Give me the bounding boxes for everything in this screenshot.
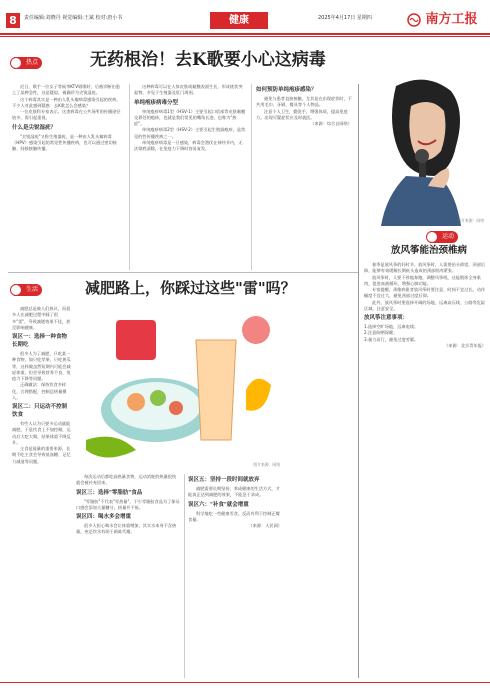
page-header: [0, 0, 490, 37]
photo-credit: 图片来源：网络: [457, 217, 484, 223]
hotspot-badge: 热点: [14, 57, 42, 69]
paragraph: 避免与患者直接接触，尤其是在出现症状时，不共用毛巾、牙刷、餐具等个人物品。: [256, 96, 352, 108]
column-divider: [184, 474, 185, 678]
section-divider: [8, 272, 358, 273]
article2-photo: [76, 300, 282, 470]
footer-rule: [0, 682, 490, 683]
circle-dot-icon: [426, 231, 438, 243]
tip-item: 1.选择空旷场地，远离电线；: [364, 324, 419, 329]
paragraph: 科学地吃一些健康零食，反而有利于控制正餐食量。: [188, 510, 280, 522]
paragraph: 这个病毒其实是一种由人乳头瘤病毒感染引起的疾病，不少人对此感到疑惑：去K歌怎么会感染？: [12, 96, 121, 108]
page-number: 8: [6, 13, 20, 28]
byline: （来源：北京青年报）: [444, 342, 486, 348]
subheading: 误区六："补食"就会增重: [188, 501, 249, 508]
paragraph: 正确做法：保持饮食多样化，合理搭配，控制总热量摄入。: [12, 382, 67, 400]
subheading: 误区一：选择一种食物长期吃: [12, 334, 68, 348]
subheading: 放风筝注意事项：: [364, 315, 409, 321]
column-divider: [358, 84, 359, 678]
paragraph: 有些人认为只要多运动就能减肥，于是饮食上不加控制，运动后大吃大喝，结果体重不降反升。: [12, 421, 71, 445]
paragraph: 此外，放风筝时要选择开阔的场地，远离高压线、公路等危险区域，注意安全。: [364, 299, 486, 311]
column-divider: [129, 84, 130, 270]
article1-column-1: [12, 84, 124, 270]
newspaper-logo: [407, 8, 487, 32]
staff-info: 责任编辑:刘晓丹 视觉编辑:王斌 校对:唐小书: [24, 15, 123, 21]
life-badge: 生活: [14, 284, 42, 296]
subheading: 误区三：选择"零脂肪"食品: [76, 489, 143, 496]
paragraph: 每次运动后都吃高热量食物，运动消耗的热量很快就会被补充回来。: [76, 474, 177, 486]
column-divider: [251, 84, 252, 270]
paragraph: 放风筝时，人要不停地奔跑，调整风筝线，这能锻炼全身肌肉，促进血液循环，增强心肺功能。: [364, 274, 481, 286]
article2-title: 减肥路上，你踩过这些"雷"吗？: [85, 279, 296, 297]
article2-column-3: [188, 474, 282, 678]
article1-photo: [356, 76, 486, 226]
subheading: 误区五：坚持一段时间就放弃: [188, 477, 260, 483]
article2-column-1: [12, 306, 72, 678]
tip-item: 3.量力而行，避免过度劳累。: [364, 336, 419, 342]
sport-badge: 运动: [430, 231, 458, 243]
article1-column-3: [256, 84, 352, 270]
paragraph: "尖锐湿疣"又称生殖器疣，是一种由人乳头瘤病毒（HPV）感染引起的常见性传播疾病，也可以通过密切接触、间接接触传播。: [12, 133, 117, 151]
article1-title: 无药根治！去K歌要小心这病毒: [90, 50, 326, 70]
photo-credit: 图片来源：网络: [253, 461, 280, 467]
paragraph: 减肥需要长期坚持，养成健康的生活方式，才能真正达到减肥的效果，不能急于求成。: [188, 486, 280, 498]
byline: （来源：人民网）: [248, 523, 282, 528]
subheading: 误区四：喝水多会增重: [76, 514, 132, 520]
paragraph: 单纯疱疹病毒1型（HSV-1）主要引起口唇部等皮肤黏膜交界处的疱疹，也就是我们常见的嘴角长泡、也称为"热症"。: [134, 108, 246, 126]
woman-singing-illustration: [356, 76, 486, 226]
paragraph: "零脂肪"不代表"零热量"，不少零脂肪食品为了保证口感会添加大量糖分，热量并不低。: [76, 498, 180, 510]
paragraph: 春季是放风筝的好时节。放风筝时，人需要抬头仰望，颈部后仰，能够有效缓解长期低头造成的颈部肌肉紧张。: [364, 262, 486, 274]
header-rule: [0, 33, 490, 35]
subheading: 误区二：只运动不控制饮食: [12, 404, 68, 418]
article3-body: [364, 262, 486, 678]
circle-dot-icon: [10, 284, 22, 296]
paragraph: 很多人担心喝水会让体重增加，其实水本身不含热量，充足饮水有助于新陈代谢。: [76, 523, 177, 535]
paragraph: 很多人为了减肥，只吃某一种食物，如只吃苹果、只吃黄瓜等，这样做虽然短期内可能会减轻体重，但会导致营养不良、免疫力下降等问题。: [12, 351, 71, 381]
paragraph: 注意个人卫生，勤洗手，增强体质，提高免疫力。出现可疑症状应及时就医。: [256, 108, 348, 120]
paragraph: 近日，歌手一位女子等候李KTV唱歌时，后被诊断出患上了某种急性，这是疑似，被确诊为尖锐湿疣。: [12, 84, 120, 96]
paragraph: 专家提醒，颈椎病患者放风筝时要注意，时间不宜过长，动作幅度不宜过大，避免颈部过度后仰。: [364, 287, 486, 299]
paragraph: 这种病毒可以在人体皮肤或黏膜表面生长，形成疣状突起物，多见于生殖器及肛门周围。: [134, 84, 243, 96]
subheading: 单纯疱疹病毒分型: [134, 99, 179, 106]
diet-food-illustration: [76, 300, 282, 470]
paragraph: 一位皮肤科专家表示，这类病毒在公共场所的传播途径较多，需引起重视。: [12, 109, 121, 121]
issue-date: 2025年4月17日 星期四: [318, 15, 372, 21]
header-rule-thin: [0, 36, 490, 37]
waves-icon: [407, 13, 421, 27]
tip-item: 2.注意防晒保暖；: [364, 330, 398, 336]
article2-column-2: [76, 474, 180, 678]
article3-title: 放风筝能治颈椎病: [391, 245, 468, 256]
paragraph: 单纯疱疹病毒2型（HSV-2）主要引起生殖器疱疹，是常见的性传播疾病之一。: [134, 127, 246, 139]
circle-dot-icon: [10, 57, 22, 69]
subheading: 如何预防单纯疱疹感染？: [256, 87, 317, 93]
paragraph: 减肥总是被人们热议，而很多人在减肥过程中踩了很多"雷"，导致减肥效果不佳，甚至影响健康。: [12, 306, 71, 330]
paragraph: 单纯疱疹病毒是一旦感染，病毒会潜伏在神经节内，无法彻底清除，在免疫力下降时容易复发。: [134, 139, 243, 151]
paragraph: 主食是能量的重要来源，长期不吃主食会导致低血糖、记忆力减退等问题。: [12, 446, 71, 464]
article1-column-2: [134, 84, 246, 270]
byline: （来源：综合自网络）: [310, 121, 352, 126]
section-name: 健康: [210, 12, 268, 29]
subheading: 什么是尖锐湿疣？: [12, 124, 57, 131]
logo-text: 南方工报: [425, 12, 478, 27]
